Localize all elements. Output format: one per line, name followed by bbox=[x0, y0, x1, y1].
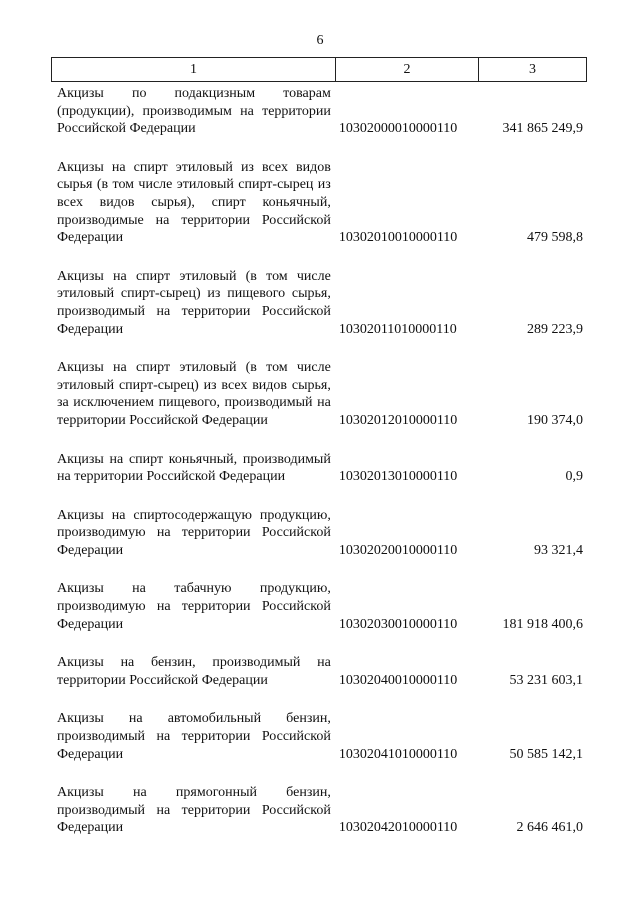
row-amount: 0,9 bbox=[565, 469, 583, 485]
page-number: 6 bbox=[316, 33, 324, 48]
row-amount: 341 865 249,9 bbox=[502, 121, 583, 137]
row-name: Акцизы на спирт этиловый (в том числе этиловый спирт-сырец) из пищевого сырья, производимый на территории Российской Федерации bbox=[57, 268, 331, 337]
table-row bbox=[51, 268, 583, 338]
table-row bbox=[51, 85, 583, 138]
row-name: Акцизы на прямогонный бензин, производимый на территории Российской Федерации bbox=[57, 785, 331, 836]
row-code: 10302040010000110 bbox=[338, 672, 458, 688]
row-name: Акцизы на бензин, производимый на территории Российской Федерации bbox=[57, 655, 331, 688]
row-code: 10302000010000110 bbox=[338, 121, 458, 137]
row-amount: 2 646 461,0 bbox=[516, 820, 583, 836]
table-row bbox=[51, 710, 583, 763]
row-name: Акцизы на спирт коньячный, производимый на территории Российской Федерации bbox=[57, 451, 331, 485]
row-code: 10302030010000110 bbox=[338, 616, 458, 632]
row-amount: 50 585 142,1 bbox=[509, 746, 583, 762]
row-name: Акцизы по подакцизным товарам (продукции), производимым на территории Российской Федерации bbox=[57, 86, 331, 137]
row-name: Акцизы на спирт этиловый из всех видов сырья (в том числе этиловый спирт-сырец из всех видов сырья), спирт коньячный, производимые на территории Российской Федерации bbox=[57, 159, 331, 246]
table-body bbox=[51, 85, 583, 858]
header-col-3: 3 bbox=[479, 58, 587, 82]
row-name: Акцизы на спирт этиловый (в том числе этиловый спирт-сырец) из всех видов сырья, за исключением пищевого, производимый на территории Российской Федерации bbox=[57, 360, 331, 428]
row-code: 10302011010000110 bbox=[338, 321, 457, 337]
row-amount: 190 374,0 bbox=[527, 412, 583, 428]
row-code: 10302013010000110 bbox=[338, 469, 458, 485]
row-amount: 289 223,9 bbox=[527, 321, 583, 337]
row-code: 10302010010000110 bbox=[338, 230, 458, 246]
table-row bbox=[51, 159, 583, 247]
row-code: 10302041010000110 bbox=[338, 746, 458, 762]
row-name: Акцизы на спиртосодержащую продукцию, производимую на территории Российской Федерации bbox=[57, 507, 331, 558]
row-code: 10302020010000110 bbox=[338, 542, 458, 558]
table-row bbox=[51, 580, 583, 633]
table-row bbox=[51, 654, 583, 689]
row-code: 10302012010000110 bbox=[338, 412, 458, 428]
table-header bbox=[51, 57, 587, 82]
row-amount: 181 918 400,6 bbox=[502, 616, 583, 632]
row-amount: 93 321,4 bbox=[534, 542, 583, 558]
row-amount: 479 598,8 bbox=[527, 230, 583, 246]
table-row bbox=[51, 784, 583, 837]
table-row bbox=[51, 507, 583, 560]
header-col-1: 1 bbox=[52, 58, 336, 82]
header-row bbox=[52, 58, 587, 82]
row-amount: 53 231 603,1 bbox=[509, 672, 583, 688]
row-name: Акцизы на автомобильный бензин, производимый на территории Российской Федерации bbox=[57, 711, 331, 762]
table-row bbox=[51, 451, 583, 486]
header-col-2: 2 bbox=[336, 58, 479, 82]
row-code: 10302042010000110 bbox=[338, 820, 458, 836]
table-row bbox=[51, 359, 583, 429]
row-name: Акцизы на табачную продукцию, производимую на территории Российской Федерации bbox=[57, 581, 331, 632]
